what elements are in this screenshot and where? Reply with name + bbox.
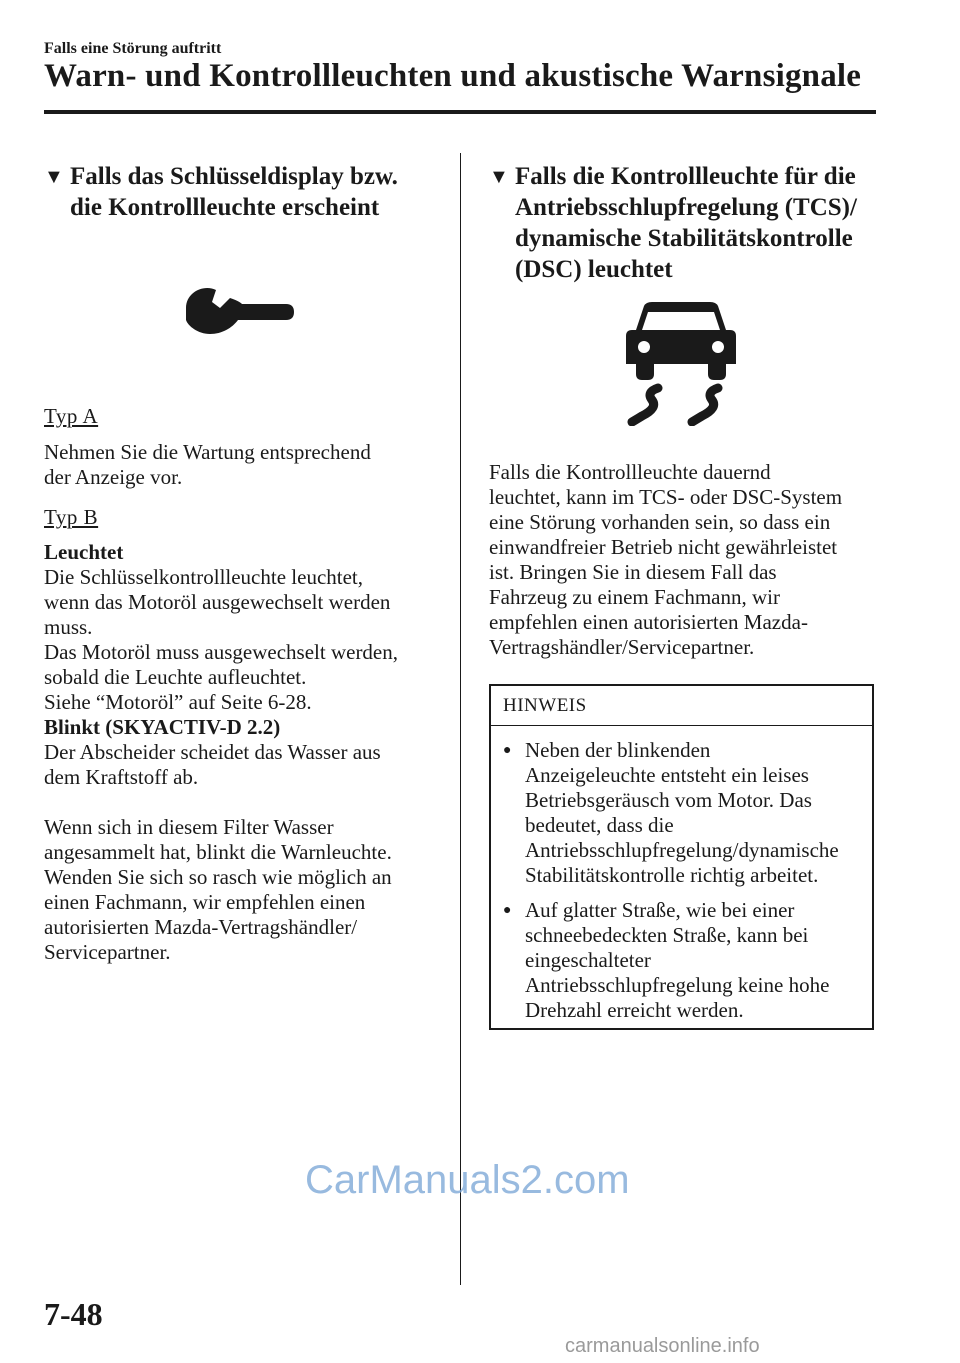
bullet-icon: ● bbox=[503, 743, 512, 758]
blinkt-text: Der Abscheider scheidet das Wasser aus dem Kraftstoff ab. bbox=[44, 740, 381, 789]
note-item: ● Neben der blinkenden Anzeigeleuchte entsteht ein leises Betriebsgeräusch vom Motor. Das bedeutet, dass die Antriebsschlupfregelung/dynamische Stabilitätskontrolle richtig arbeitet. bbox=[503, 738, 839, 887]
column-divider bbox=[460, 153, 461, 1285]
triangle-bullet-icon: ▼ bbox=[44, 166, 64, 188]
filter-paragraph: Wenn sich in diesem Filter Wasser angesammelt hat, blinkt die Warnleuchte. Wenden Sie sich so rasch wie möglich an einen Fachmann, wir empfehlen einen autorisierten Mazda-Vertragshändler/ Servicepartner. bbox=[44, 815, 392, 964]
footer-site-link[interactable]: carmanualsonline.info bbox=[565, 1335, 760, 1357]
title-rule bbox=[44, 110, 876, 114]
heading-line: (DSC) leuchtet bbox=[515, 256, 673, 283]
triangle-bullet-icon: ▼ bbox=[489, 166, 509, 188]
heading-line: die Kontrollleuchte erscheint bbox=[70, 194, 380, 221]
section-kicker: Falls eine Störung auftritt bbox=[44, 40, 222, 57]
note-item: ● Auf glatter Straße, wie bei einer schneebedeckten Straße, kann bei eingeschalteter Antriebsschlupfregelung keine hohe Drehzahl erreicht werden. bbox=[503, 898, 830, 1022]
typ-a-label: Typ A bbox=[44, 404, 99, 428]
heading-line: Falls die Kontrollleuchte für die bbox=[515, 163, 856, 190]
bullet-icon: ● bbox=[503, 903, 512, 918]
right-section-heading bbox=[489, 161, 857, 285]
watermark-link[interactable]: CarManuals2.com bbox=[305, 1158, 630, 1202]
note-header bbox=[491, 686, 872, 726]
typ-a-text: Nehmen Sie die Wartung entsprechend der Anzeige vor. bbox=[44, 440, 371, 489]
skidding-car-icon bbox=[622, 300, 740, 426]
leuchtet-label: Leuchtet bbox=[44, 540, 124, 564]
note-box bbox=[489, 684, 874, 1030]
page-number: 7-48 bbox=[44, 1296, 103, 1332]
leuchtet-text: Die Schlüsselkontrollleuchte leuchtet, wenn das Motoröl ausgewechselt werden muss. Das Motoröl muss ausgewechselt werden, sobald die Leuchte aufleuchtet. Siehe “Motoröl” auf Seite 6-28. bbox=[44, 565, 399, 714]
wrench-icon bbox=[182, 282, 294, 342]
page-title: Warn- und Kontrollleuchten und akustische Warnsignale bbox=[44, 58, 862, 94]
note-title: HINWEIS bbox=[503, 695, 587, 716]
left-section-heading bbox=[44, 161, 398, 223]
heading-line: Falls das Schlüsseldisplay bzw. bbox=[70, 163, 398, 190]
blinkt-label: Blinkt (SKYACTIV-D 2.2) bbox=[44, 715, 281, 739]
heading-line: dynamische Stabilitätskontrolle bbox=[515, 225, 853, 252]
heading-line: Antriebsschlupfregelung (TCS)/ bbox=[515, 194, 857, 221]
typ-b-label: Typ B bbox=[44, 505, 99, 529]
tcs-dsc-paragraph: Falls die Kontrollleuchte dauernd leuchtet, kann im TCS- oder DSC-System eine Störung vorhanden sein, so dass ein einwandfreier Betrieb nicht gewährleistet ist. Bringen Sie in diesem Fall das Fahrzeug zu einem Fachmann, wir empfehlen einen autorisierten Mazda- Vertragshändler/Servicepartner. bbox=[489, 460, 843, 659]
